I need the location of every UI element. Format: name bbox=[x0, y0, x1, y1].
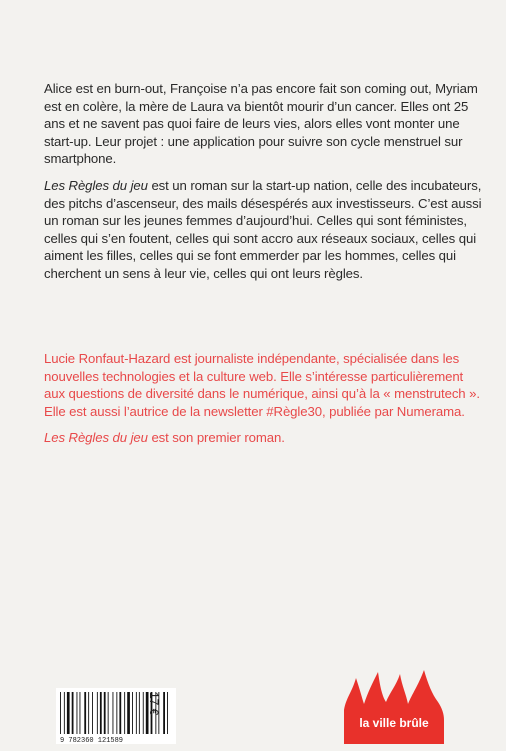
synopsis bbox=[44, 80, 484, 292]
barcode-bar bbox=[92, 692, 93, 734]
barcode-bar bbox=[100, 692, 102, 734]
publisher-logo bbox=[338, 664, 450, 746]
barcode-bar bbox=[80, 692, 81, 734]
barcode-bar bbox=[167, 692, 168, 734]
barcode-bar bbox=[132, 692, 133, 734]
price-label: 17 € bbox=[147, 692, 161, 716]
book-title-mention: Les Règles du jeu bbox=[44, 430, 148, 446]
barcode-bar bbox=[97, 692, 98, 734]
flame-logo-icon bbox=[338, 664, 450, 746]
barcode-bar bbox=[77, 692, 78, 734]
author-bio-paragraph: Lucie Ronfaut-Hazard est journaliste indépendante, spécialisée dans les nouvelles technologies et la culture web. Elle s’intéresse particulièrement aux questions de diversité dans le numérique, ainsi qu’à la « menstrutech ». Elle est aussi l’autrice de la newsletter #Règle30, publiée par Numerama. bbox=[44, 351, 480, 419]
synopsis-paragraph-2-text: est un roman sur la start-up nation, celle des incubateurs, des pitchs d’ascenseur, des mails désespérés aux investisseurs. C’est aussi un roman sur les jeunes femmes d’aujourd’hui. Celles qui sont féministes, celles qui s’en foutent, celles qui sont accro aux réseaux sociaux, celles qui aiment les filles, celles qui se font emmerder par les hommes, celles qui cherchent un sens à leur vie, celles qui ont leurs règles. bbox=[44, 177, 482, 281]
barcode-bar bbox=[108, 692, 109, 734]
author-bio bbox=[44, 350, 484, 456]
barcode-bar bbox=[124, 692, 125, 734]
first-novel-line bbox=[44, 429, 484, 447]
barcode-bar bbox=[84, 692, 86, 734]
publisher-name: la ville brûle bbox=[359, 716, 429, 730]
barcode-bar bbox=[139, 692, 140, 734]
barcode-digits: 9 782360 121589 bbox=[60, 737, 124, 744]
barcode-bar bbox=[64, 692, 65, 734]
barcode-bar bbox=[72, 692, 74, 734]
barcode-bar bbox=[143, 692, 144, 734]
barcode-bar bbox=[136, 692, 137, 734]
barcode-bar bbox=[88, 692, 89, 734]
barcode-bar bbox=[104, 692, 106, 734]
book-title: Les Règles du jeu bbox=[44, 177, 148, 193]
first-novel-text: est son premier roman. bbox=[147, 430, 285, 446]
barcode-bar bbox=[67, 692, 70, 734]
barcode-bar bbox=[127, 692, 130, 734]
barcode-bar bbox=[116, 692, 117, 734]
synopsis-paragraph-2 bbox=[44, 177, 484, 283]
barcode-bar bbox=[113, 692, 114, 734]
barcode-bar bbox=[60, 692, 61, 734]
barcode-bar bbox=[119, 692, 121, 734]
synopsis-paragraph-1: Alice est en burn-out, Françoise n’a pas encore fait son coming out, Myriam est en colère, la mère de Laura va bientôt mourir d’un cancer. Elles ont 25 ans et ne savent pas quoi faire de leurs vies, alors elles vont monter une start-up. Leur projet : une application pour suivre son cycle menstruel sur smartphone. bbox=[44, 81, 478, 167]
barcode-bar bbox=[163, 692, 165, 734]
